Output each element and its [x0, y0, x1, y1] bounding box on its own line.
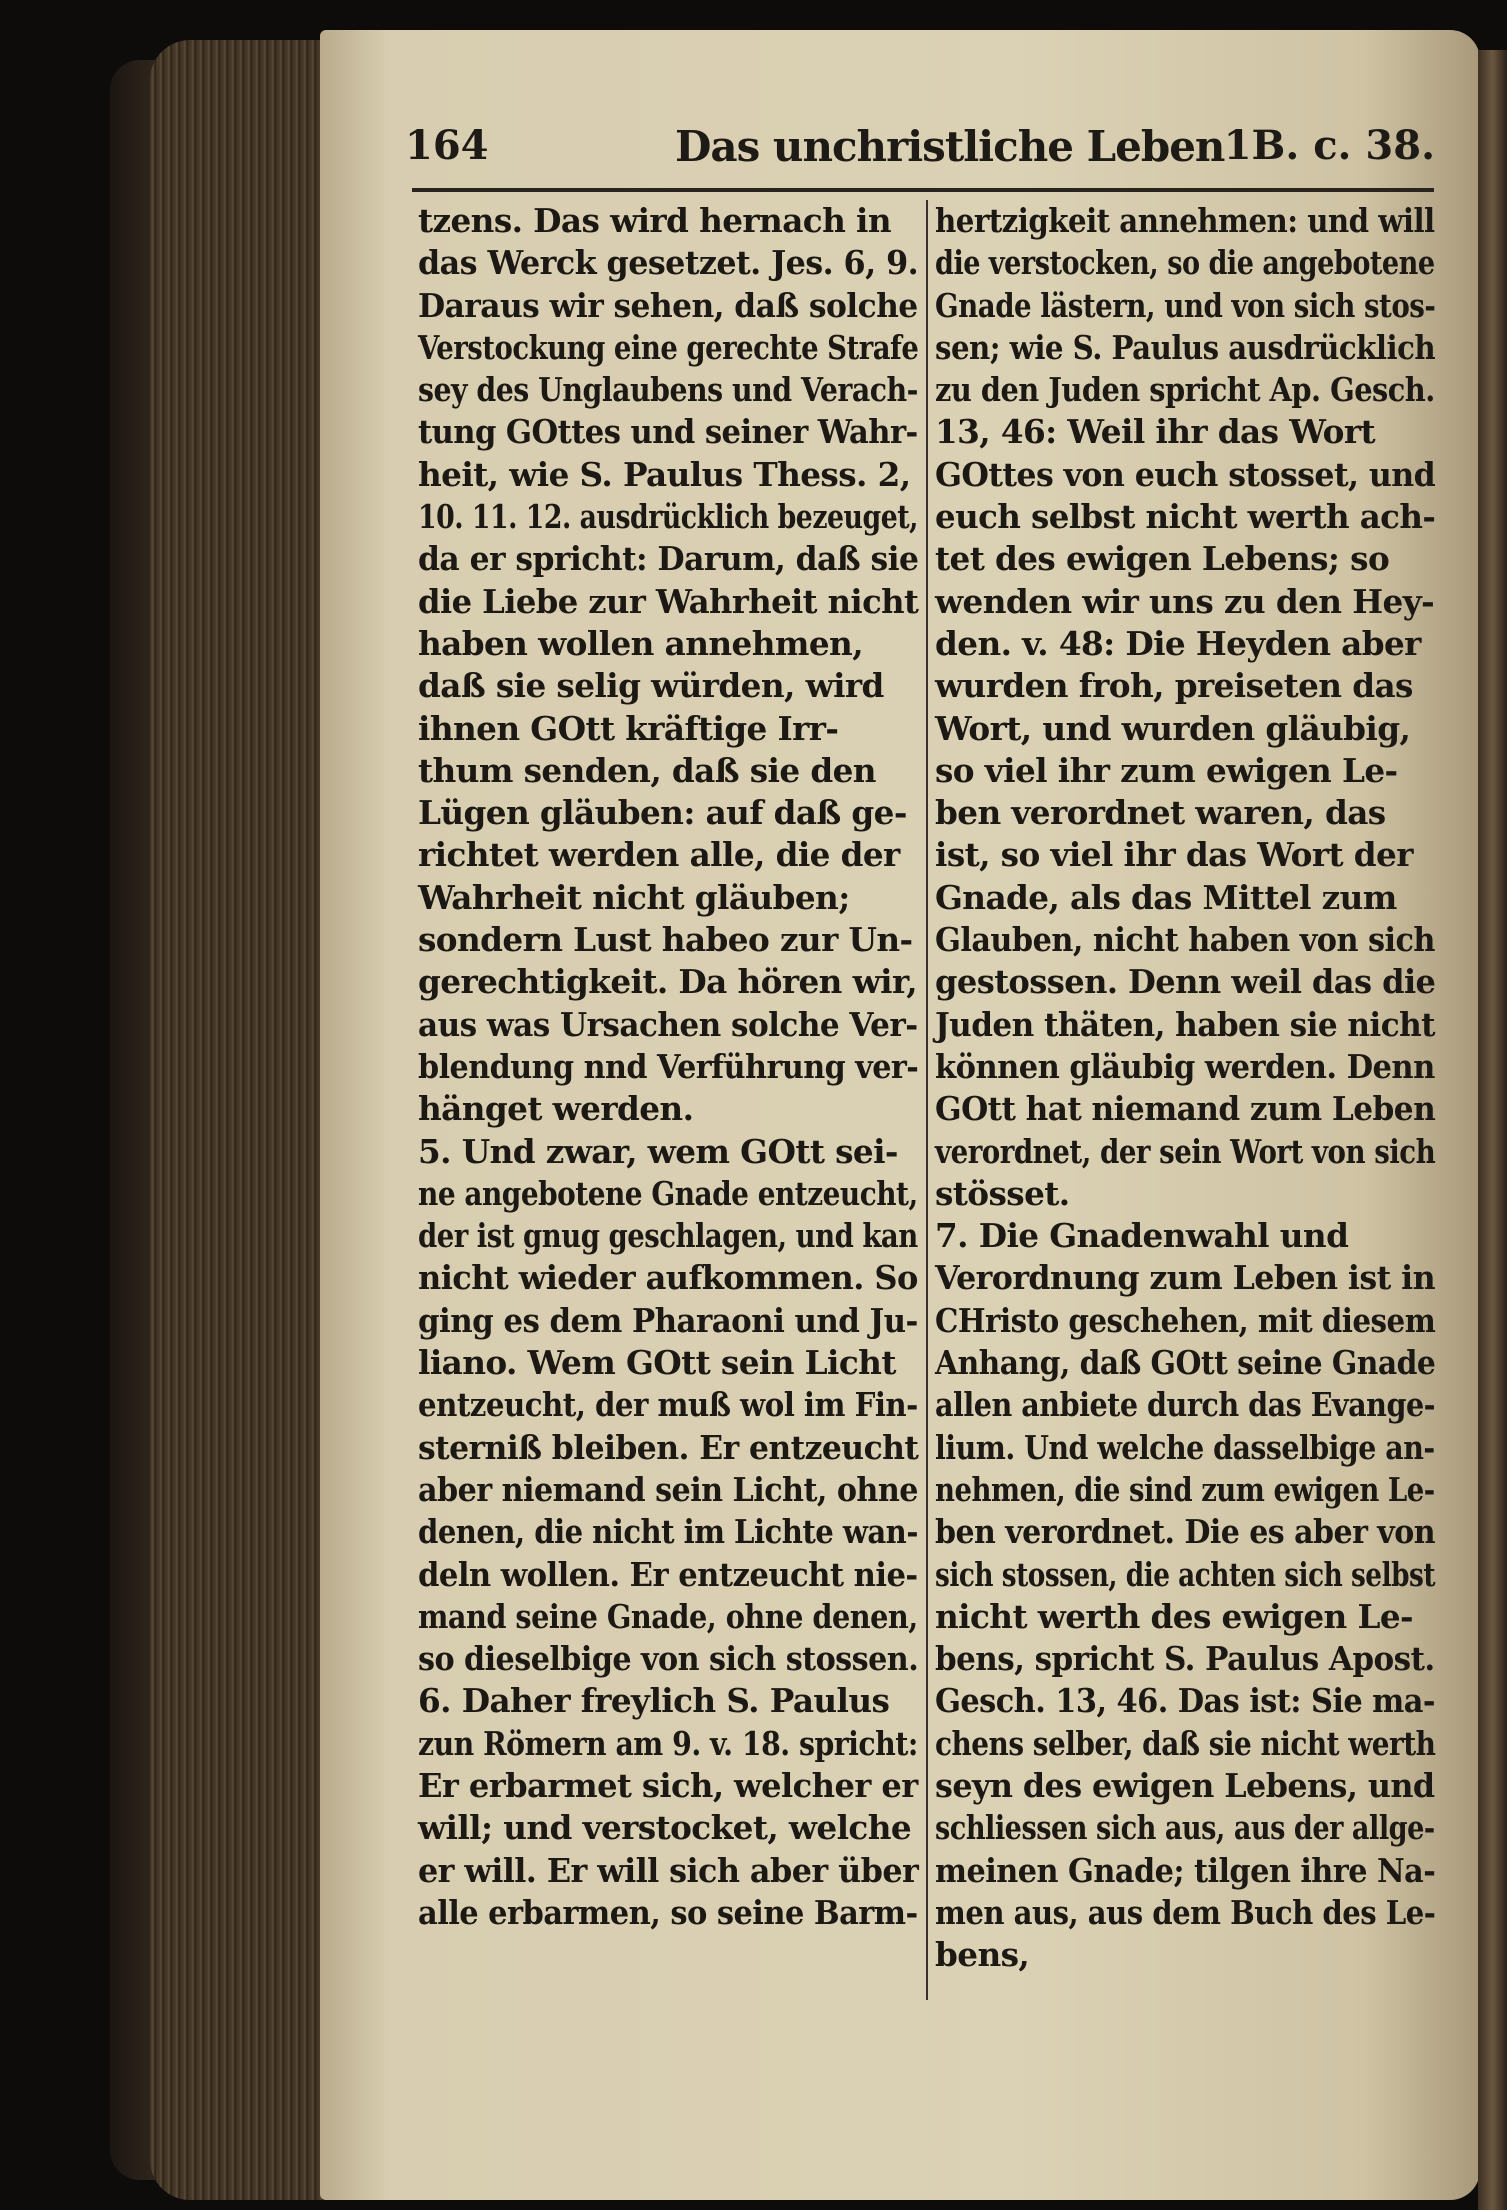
text-line: Glauben, nicht haben von sich — [935, 920, 1435, 960]
text-line: zun Römern am 9. v. 18. spricht: — [418, 1723, 918, 1763]
text-line: Er erbarmet sich, welcher er — [418, 1765, 918, 1805]
text-line: die verstocken, so die angebotene — [935, 243, 1435, 283]
text-line: sterniß bleiben. Er entzeucht — [418, 1427, 919, 1467]
text-line: mand seine Gnade, ohne denen, — [418, 1596, 918, 1636]
text-line: hertzigkeit annehmen: und will — [935, 201, 1435, 240]
section-reference: 1B. c. 38. — [1223, 122, 1435, 169]
text-line: sey des Unglaubens und Verach- — [418, 370, 918, 410]
text-line: 13, 46: Weil ihr das Wort — [935, 412, 1375, 452]
text-line: das Werck gesetzet. Jes. 6, 9. — [418, 243, 919, 283]
page-number: 164 — [405, 122, 489, 169]
text-line: tet des ewigen Lebens; so — [935, 539, 1390, 579]
text-line: stösset. — [935, 1173, 1070, 1213]
text-line: richtet werden alle, die der — [418, 835, 900, 875]
text-line: men aus, aus dem Buch des Le- — [935, 1892, 1436, 1932]
text-line: 10. 11. 12. ausdrücklich bezeuget, — [418, 497, 918, 537]
text-line: verordnet, der sein Wort von sich — [935, 1131, 1436, 1171]
text-line: Gnade, als das Mittel zum — [935, 877, 1397, 917]
page-header — [405, 122, 1435, 182]
text-line: ben verordnet waren, das — [935, 793, 1386, 833]
text-line: haben wollen annehmen, — [418, 623, 864, 663]
text-line: bens, spricht S. Paulus Apost. — [935, 1639, 1435, 1679]
facing-page-edge — [1478, 50, 1507, 2210]
running-title: Das unchristliche Leben — [675, 122, 1225, 171]
text-line: so dieselbige von sich stossen. — [418, 1639, 919, 1679]
text-line: hänget werden. — [418, 1089, 694, 1129]
text-line: GOttes von euch stosset, und — [935, 454, 1436, 494]
text-line: die Liebe zur Wahrheit nicht — [418, 581, 919, 621]
text-line: meinen Gnade; tilgen ihre Na- — [935, 1850, 1436, 1890]
text-line: alle erbarmen, so seine Barm- — [418, 1892, 918, 1932]
text-line: euch selbst nicht werth ach- — [935, 497, 1436, 537]
text-line: ben verordnet. Die es aber von — [935, 1512, 1435, 1552]
text-line: sich stossen, die achten sich selbst — [935, 1554, 1436, 1594]
text-line: Daraus wir sehen, daß solche — [418, 285, 918, 325]
text-line: können gläubig werden. Denn — [935, 1046, 1435, 1086]
text-line: deln wollen. Er entzeucht nie- — [418, 1554, 918, 1594]
text-line: den. v. 48: Die Heyden aber — [935, 623, 1421, 663]
text-line: sen; wie S. Paulus ausdrücklich — [935, 327, 1436, 367]
text-line: blendung nnd Verführung ver- — [418, 1046, 919, 1086]
text-line: 7. Die Gnadenwahl und — [935, 1216, 1349, 1256]
text-line: schliessen sich aus, aus der allge- — [935, 1808, 1435, 1848]
text-line: nicht wieder aufkommen. So — [418, 1258, 918, 1298]
text-line: wurden froh, preiseten das — [935, 666, 1413, 706]
text-line: zu den Juden spricht Ap. Gesch. — [935, 370, 1435, 410]
text-line: Gesch. 13, 46. Das ist: Sie ma- — [935, 1681, 1435, 1721]
text-line: Juden thäten, haben sie nicht — [935, 1004, 1435, 1044]
text-line: gestossen. Denn weil das die — [935, 962, 1436, 1002]
text-line: Anhang, daß GOtt seine Gnade — [935, 1343, 1436, 1383]
text-line: ging es dem Pharaoni und Ju- — [418, 1300, 918, 1340]
text-line: wenden wir uns zu den Hey- — [935, 581, 1435, 621]
text-line: Gnade lästern, und von sich stos- — [935, 285, 1436, 325]
text-line: liano. Wem GOtt sein Licht — [418, 1343, 896, 1383]
text-line: 5. Und zwar, wem GOtt sei- — [418, 1131, 898, 1171]
header-rule — [412, 188, 1434, 192]
text-line: gerechtigkeit. Da hören wir, — [418, 962, 917, 1002]
text-line: aus was Ursachen solche Ver- — [418, 1004, 918, 1044]
text-line: Wahrheit nicht gläuben; — [418, 877, 850, 917]
text-line: Verstockung eine gerechte Strafe — [418, 327, 919, 367]
text-line: CHristo geschehen, mit diesem — [935, 1300, 1436, 1340]
text-line: 6. Daher freylich S. Paulus — [418, 1681, 890, 1721]
column-divider — [926, 200, 928, 2000]
text-line: entzeucht, der muß wol im Fin- — [418, 1385, 918, 1425]
text-line: chens selber, daß sie nicht werth — [935, 1723, 1436, 1763]
text-line: da er spricht: Darum, daß sie — [418, 539, 919, 579]
text-line: ist, so viel ihr das Wort der — [935, 835, 1413, 875]
text-line: will; und verstocket, welche — [418, 1808, 912, 1848]
right-text-column — [935, 200, 1440, 1976]
text-line: Verordnung zum Leben ist in — [935, 1258, 1436, 1298]
left-text-column — [418, 200, 923, 1934]
text-line: denen, die nicht im Lichte wan- — [418, 1512, 918, 1552]
book-page-edges — [150, 40, 335, 2200]
text-line: Lügen gläuben: auf daß ge- — [418, 793, 907, 833]
text-line: seyn des ewigen Lebens, und — [935, 1765, 1435, 1805]
text-line: sondern Lust habeo zur Un- — [418, 920, 913, 960]
text-line: ne angebotene Gnade entzeucht, — [418, 1173, 918, 1213]
text-line: bens, — [935, 1935, 1030, 1975]
text-line: so viel ihr zum ewigen Le- — [935, 750, 1398, 790]
text-line: ihnen GOtt kräftige Irr- — [418, 708, 839, 748]
text-line: allen anbiete durch das Evange- — [935, 1385, 1436, 1425]
text-line: GOtt hat niemand zum Leben — [935, 1089, 1436, 1129]
text-line: daß sie selig würden, wird — [418, 666, 884, 706]
text-line: tzens. Das wird hernach in — [418, 201, 892, 240]
text-line: heit, wie S. Paulus Thess. 2, — [418, 454, 911, 494]
text-line: aber niemand sein Licht, ohne — [418, 1469, 918, 1509]
text-line: nicht werth des ewigen Le- — [935, 1596, 1414, 1636]
text-line: lium. Und welche dasselbige an- — [935, 1427, 1435, 1467]
text-line: nehmen, die sind zum ewigen Le- — [935, 1469, 1435, 1509]
text-line: Wort, und wurden gläubig, — [935, 708, 1411, 748]
text-line: thum senden, daß sie den — [418, 750, 876, 790]
text-line: er will. Er will sich aber über — [418, 1850, 919, 1890]
text-line: tung GOttes und seiner Wahr- — [418, 412, 918, 452]
text-line: der ist gnug geschlagen, und kan — [418, 1216, 918, 1256]
